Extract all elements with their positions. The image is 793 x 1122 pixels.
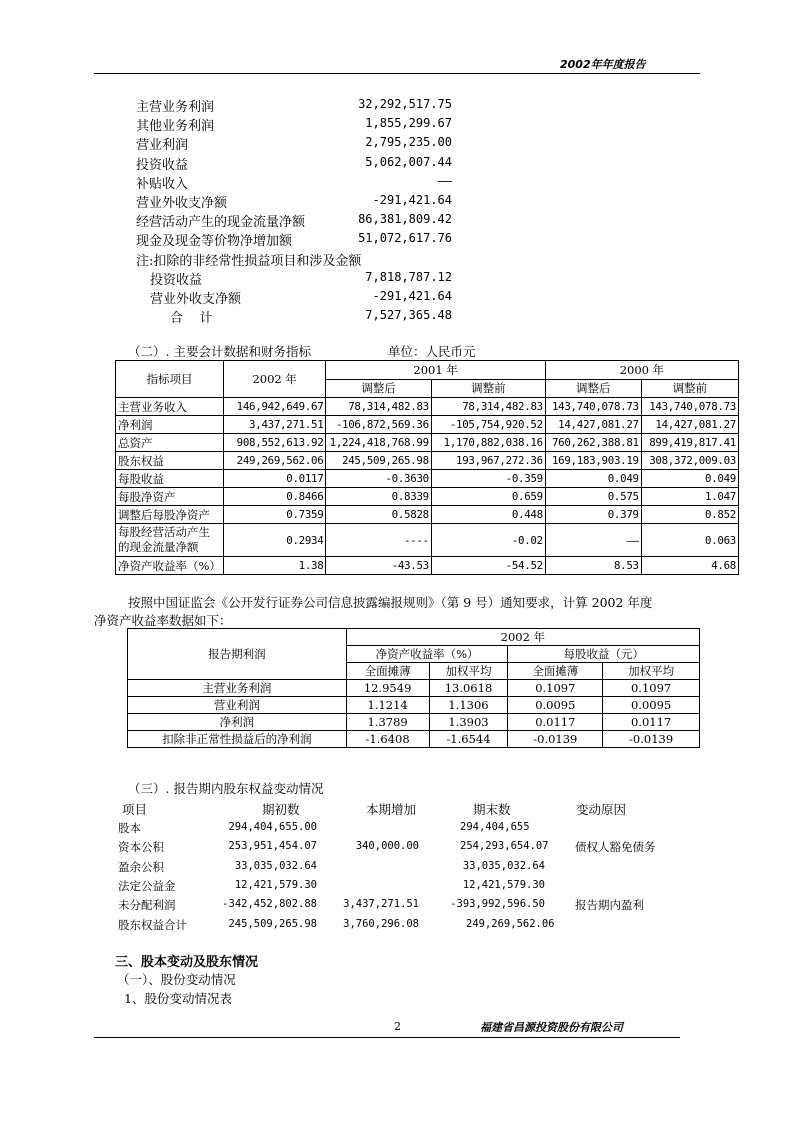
section-share-sub1: （一）、股份变动情况: [117, 972, 236, 987]
fin-item-label: 其他业务利润: [136, 119, 215, 135]
table-cell: 1,170,882,038.16: [431, 434, 545, 452]
fin-item-value: 2,795,235.00: [365, 135, 452, 150]
table-cell: 12.9549: [346, 680, 429, 697]
table-cell: 0.852: [641, 506, 738, 524]
equity-increase: 3,437,271.51: [343, 898, 419, 911]
table-cell: -0.359: [431, 470, 545, 488]
table-cell: 193,967,272.36: [431, 452, 545, 470]
table-cell: 14,427,081.27: [545, 416, 641, 434]
equity-col-header: 变动原因: [576, 802, 627, 817]
equity-end: -393,992,596.50: [450, 898, 545, 911]
table-cell: -43.53: [326, 557, 431, 575]
table-cell: 1.3789: [346, 714, 429, 731]
equity-start: 253,951,454.07: [228, 840, 317, 853]
table-row: [116, 398, 739, 416]
row-label: 每股经营活动产生的现金流量净额: [116, 524, 224, 557]
row-label: 扣除非正常性损益后的净利润: [128, 731, 347, 748]
table-cell: 0.448: [431, 506, 545, 524]
table-cell: 169,183,903.19: [545, 452, 641, 470]
fin-item-value: 51,072,617.76: [358, 231, 452, 246]
table-row: [116, 557, 739, 575]
section2-unit: 单位：人民币元: [388, 344, 476, 359]
row-label: 每股净资产: [116, 488, 224, 506]
report-title: 2002年年度报告: [560, 58, 646, 71]
table-row: [116, 452, 739, 470]
table-cell: ----: [326, 524, 431, 557]
table-cell: 0.049: [545, 470, 641, 488]
equity-start: 294,404,655.00: [228, 821, 317, 833]
table-cell: 760,262,388.81: [545, 434, 641, 452]
row-label: 主营业务利润: [128, 680, 347, 697]
table-cell: 1.1306: [429, 697, 508, 714]
row-label: 调整后每股净资产: [116, 506, 224, 524]
header-divider: [94, 73, 700, 74]
table-cell: 78,314,482.83: [326, 398, 431, 416]
table-row: [128, 731, 700, 748]
col-header-2002: 2002 年: [223, 361, 326, 398]
table-cell: -1.6408: [346, 731, 429, 748]
table-cell: 1.1214: [346, 697, 429, 714]
col-header-eps: 每股收益（元）: [508, 646, 700, 663]
col-header-2001-adj-before: 调整前: [431, 379, 545, 398]
table-header-row: [128, 629, 700, 646]
col-header-2000-adj-after: 调整后: [545, 379, 641, 398]
table-row: [116, 506, 739, 524]
fin-item-label: 主营业务利润: [136, 100, 215, 115]
roe-paragraph-line1: 按照中国证监会《公开发行证券公司信息披露编报规则》（第 9 号）通知要求，计算 2002 年度: [128, 595, 653, 610]
equity-start: -342,452,802.88: [222, 898, 317, 911]
table-cell: 0.063: [641, 524, 738, 557]
col-header-year: 2002 年: [346, 629, 699, 646]
table-cell: 899,419,817.41: [641, 434, 738, 452]
row-label: 净资产收益率（%）: [116, 557, 224, 575]
col-header-profit: 报告期利润: [128, 629, 347, 680]
section3-title: （三）. 报告期内股东权益变动情况: [128, 781, 324, 796]
row-label: 股东权益: [116, 452, 224, 470]
equity-start: 33,035,032.64: [234, 859, 317, 872]
equity-item: 法定公益金: [118, 878, 176, 893]
col-header-2001-adj-after: 调整后: [326, 379, 431, 398]
table-cell: 8.53: [545, 557, 641, 575]
equity-col-header: 本期增加: [366, 802, 417, 817]
table-cell: 3,437,271.51: [223, 416, 326, 434]
table-cell: 0.659: [431, 488, 545, 506]
col-header-eps-full: 全面摊薄: [508, 663, 603, 680]
roe-paragraph-line2: 净资产收益率数据如下：: [94, 613, 232, 628]
table-cell: 0.2934: [223, 524, 326, 557]
fin-item-value: -291,421.64: [372, 289, 452, 303]
table-cell: 1,224,418,768.99: [326, 434, 431, 452]
table-cell: -0.02: [431, 524, 545, 557]
table-cell: 1.38: [223, 557, 326, 575]
table-cell: 4.68: [641, 557, 738, 575]
equity-start: 245,509,265.98: [228, 917, 317, 930]
table-cell: -0.0139: [603, 731, 700, 748]
col-header-2001: 2001 年: [326, 361, 545, 380]
equity-start: 12,421,579.30: [234, 878, 317, 891]
table-cell: 0.0117: [223, 470, 326, 488]
table-cell: -1.6544: [429, 731, 508, 748]
equity-col-header: 期初数: [262, 802, 300, 817]
table-row: [128, 697, 700, 714]
equity-item: 股本: [118, 821, 141, 835]
fin-item-value: 1,855,299.67: [365, 116, 452, 131]
section2-title: （二）. 主要会计数据和财务指标: [128, 344, 311, 359]
section-share-title: 三、股本变动及股东情况: [115, 955, 259, 970]
table-row: [116, 416, 739, 434]
table-cell: 0.575: [545, 488, 641, 506]
row-label: 主营业务收入: [116, 398, 224, 416]
table-cell: 143,740,078.73: [641, 398, 738, 416]
table-cell: ——: [545, 524, 641, 557]
page-number: 2: [394, 1020, 401, 1033]
equity-end: 254,293,654.07: [460, 840, 549, 853]
equity-item: 盈余公积: [118, 859, 164, 874]
col-header-roe-full: 全面摊薄: [346, 663, 429, 680]
table-row: [116, 434, 739, 452]
equity-end: 33,035,032.64: [462, 859, 545, 872]
col-header-2000-adj-before: 调整前: [641, 379, 738, 398]
table-cell: 0.049: [641, 470, 738, 488]
equity-end: 12,421,579.30: [462, 878, 545, 891]
equity-increase: 340,000.00: [355, 840, 419, 853]
fin-item-value: 32,292,517.75: [358, 97, 452, 111]
table-cell: -0.3630: [326, 470, 431, 488]
table-cell: 245,509,265.98: [326, 452, 431, 470]
table-cell: -54.52: [431, 557, 545, 575]
table-row: [116, 470, 739, 488]
row-label: 净利润: [128, 714, 347, 731]
equity-reason: 债权人豁免债务: [575, 840, 656, 855]
fin-item-label: 营业外收支净额: [150, 292, 242, 307]
company-name: 福建省昌源投资股份有限公司: [480, 1021, 623, 1034]
table-cell: -106,872,569.36: [326, 416, 431, 434]
roe-table: [127, 628, 700, 748]
fin-item-label: 营业利润: [136, 138, 189, 154]
table-cell: 0.0095: [508, 697, 603, 714]
equity-increase: 3,760,296.08: [343, 917, 419, 930]
table-cell: 78,314,482.83: [431, 398, 545, 416]
table-cell: 13.0618: [429, 680, 508, 697]
equity-item: 未分配利润: [118, 898, 176, 913]
fin-item-label: 投资收益: [150, 272, 203, 288]
col-header-eps-weighted: 加权平均: [603, 663, 700, 680]
table-cell: -105,754,920.52: [431, 416, 545, 434]
table-cell: 249,269,562.06: [223, 452, 326, 470]
table-row: [116, 488, 739, 506]
table-cell: 0.1097: [603, 680, 700, 697]
table-header-row: [116, 361, 739, 380]
fin-item-label: 现金及现金等价物净增加额: [136, 234, 293, 250]
equity-col-header: 项目: [122, 802, 148, 817]
equity-end: 249,269,562.06: [466, 917, 555, 930]
table-cell: 0.8466: [223, 488, 326, 506]
table-cell: 0.0117: [603, 714, 700, 731]
table-cell: -0.0139: [508, 731, 603, 748]
fin-item-value: -291,421.64: [372, 193, 452, 207]
fin-item-value: 7,527,365.48: [365, 308, 452, 323]
fin-item-label: 经营活动产生的现金流量净额: [136, 215, 306, 231]
fin-item-label: 合 计: [170, 311, 213, 327]
table-cell: 0.379: [545, 506, 641, 524]
section-share-sub2: 1、股份变动情况表: [124, 991, 232, 1006]
table-cell: 908,552,613.92: [223, 434, 326, 452]
row-label: 每股收益: [116, 470, 224, 488]
fin-item-value: 7,818,787.12: [365, 269, 452, 284]
fin-item-value: 86,381,809.42: [358, 212, 452, 227]
table-cell: 0.0117: [508, 714, 603, 731]
row-label: 总资产: [116, 434, 224, 452]
fin-item-label: 注:扣除的非经常性损益项目和涉及金额: [136, 253, 362, 269]
table-cell: 0.8339: [326, 488, 431, 506]
table-cell: 0.7359: [223, 506, 326, 524]
equity-reason: 报告期内盈利: [575, 898, 644, 913]
table-cell: 1.047: [641, 488, 738, 506]
fin-item-value: ——: [437, 173, 452, 188]
table-cell: 308,372,009.03: [641, 452, 738, 470]
fin-item-label: 营业外收支净额: [136, 196, 228, 211]
table-cell: 146,942,649.67: [223, 398, 326, 416]
footer-divider: [94, 1037, 680, 1038]
row-label: 营业利润: [128, 697, 347, 714]
fin-item-label: 投资收益: [136, 157, 189, 173]
table-cell: 143,740,078.73: [545, 398, 641, 416]
col-header-roe: 净资产收益率（%）: [346, 646, 508, 663]
equity-col-header: 期末数: [473, 802, 511, 817]
row-label: 净利润: [116, 416, 224, 434]
table-row: [116, 524, 739, 557]
col-header-roe-weighted: 加权平均: [429, 663, 508, 680]
equity-item: 股东权益合计: [118, 917, 187, 932]
table-row: [128, 714, 700, 731]
table-cell: 0.5828: [326, 506, 431, 524]
table-cell: 0.0095: [603, 697, 700, 714]
table-cell: 0.1097: [508, 680, 603, 697]
fin-item-label: 补贴收入: [136, 176, 189, 192]
equity-item: 资本公积: [118, 840, 164, 855]
table-row: [128, 680, 700, 697]
main-financial-table: [115, 360, 739, 575]
equity-end: 294,404,655: [460, 821, 530, 833]
col-header-item: 指标项目: [116, 361, 224, 398]
fin-item-value: 5,062,007.44: [365, 154, 452, 169]
col-header-2000: 2000 年: [545, 361, 738, 380]
table-cell: 14,427,081.27: [641, 416, 738, 434]
table-cell: 1.3903: [429, 714, 508, 731]
